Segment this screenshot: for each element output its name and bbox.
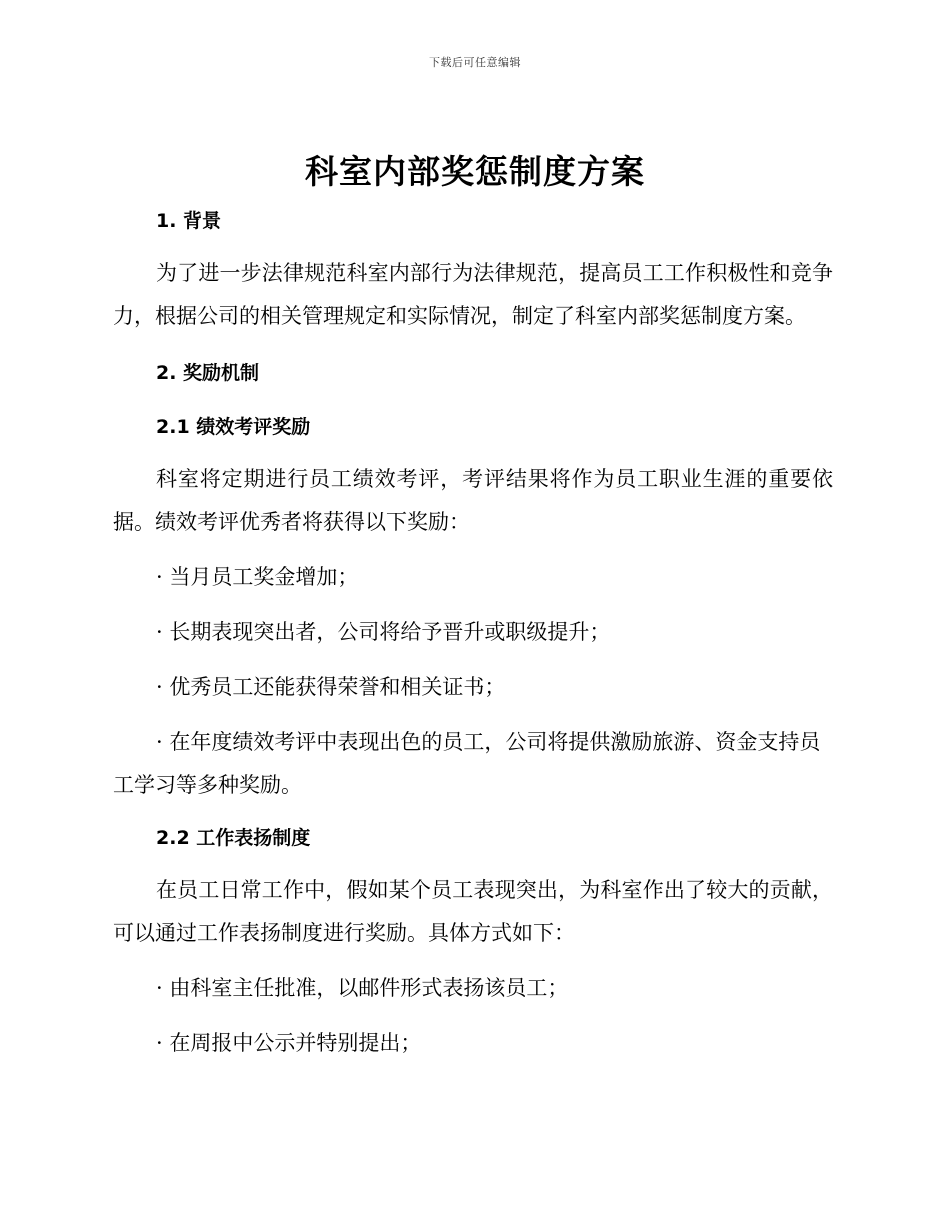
list-item: · 长期表现突出者，公司将给予晋升或职级提升； [156, 620, 611, 644]
list-item: · 当月员工奖金增加； [156, 565, 359, 589]
document-body [113, 202, 833, 1065]
subsection-heading-performance: 2.1 绩效考评奖励 [156, 416, 311, 438]
list-item: · 由科室主任批准，以邮件形式表扬该员工； [156, 976, 569, 1000]
commendation-paragraph: 在员工日常工作中，假如某个员工表现突出，为科室作出了较大的贡献，可以通过工作表扬制度进行奖励。具体方式如下： [113, 878, 833, 945]
background-paragraph: 为了进一步法律规范科室内部行为法律规范，提高员工工作积极性和竞争力，根据公司的相关管理规定和实际情况，制定了科室内部奖惩制度方案。 [113, 261, 833, 328]
section-heading-rewards: 2. 奖励机制 [156, 362, 260, 384]
performance-paragraph: 科室将定期进行员工绩效考评，考评结果将作为员工职业生涯的重要依据。绩效考评优秀者将获得以下奖励： [113, 467, 833, 534]
list-item: · 在年度绩效考评中表现出色的员工，公司将提供激励旅游、资金支持员工学习等多种奖励。 [113, 730, 821, 797]
subsection-heading-commendation: 2.2 工作表扬制度 [156, 827, 311, 849]
document-title: 科室内部奖惩制度方案 [305, 152, 645, 191]
section-heading-background: 1. 背景 [156, 210, 222, 232]
list-item: · 优秀员工还能获得荣誉和相关证书； [156, 675, 506, 699]
header-note: 下载后可任意编辑 [429, 56, 521, 69]
list-item: · 在周报中公示并特别提出； [156, 1031, 422, 1055]
